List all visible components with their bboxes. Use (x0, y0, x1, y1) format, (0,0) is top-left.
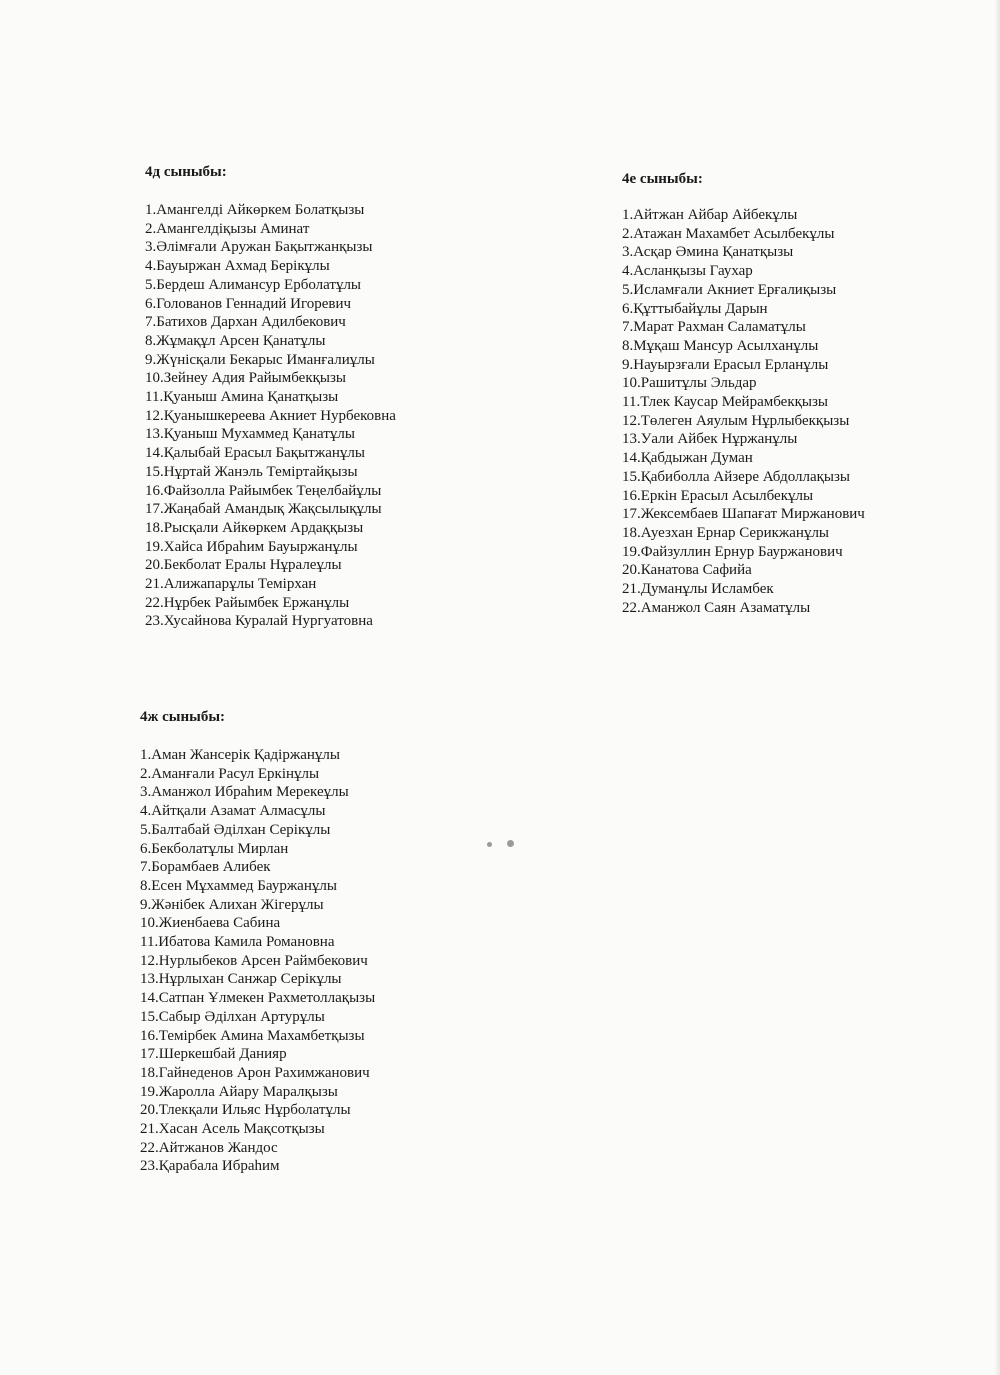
student-row (145, 463, 396, 482)
student-row (140, 1139, 375, 1158)
student-number: 18. (622, 524, 641, 541)
student-row (145, 500, 396, 519)
student-row (145, 482, 396, 501)
student-row (145, 257, 396, 276)
student-number: 11. (622, 394, 641, 411)
student-name: Жаңабай Амандық Жақсылықұлы (163, 501, 382, 518)
student-row (140, 858, 375, 877)
student-name: Жаролла Айару Маралқызы (158, 1083, 338, 1100)
student-name: Ауезхан Ернар Серикжанұлы (640, 524, 830, 541)
student-name: Айтжан Айбар Айбекұлы (633, 207, 798, 223)
student-row (140, 783, 375, 802)
student-name: Айтжанов Жандос (158, 1139, 278, 1156)
student-row (140, 1120, 375, 1139)
student-name: Жұмақұл Арсен Қанатұлы (156, 332, 326, 349)
student-number: 10. (145, 370, 164, 387)
student-row (140, 877, 375, 896)
student-name: Нұрбек Райымбек Ержанұлы (163, 594, 350, 611)
student-row (622, 561, 865, 580)
student-row (140, 1083, 375, 1102)
student-row (140, 802, 375, 821)
student-row (145, 351, 396, 370)
student-name: Тлек Каусар Мейрамбекқызы (640, 394, 828, 411)
student-name: Жәнібек Алихан Жігерұлы (151, 896, 324, 913)
student-name: Алижапарұлы Темірхан (163, 576, 317, 593)
student-number: 18. (145, 519, 164, 536)
student-name: Бауыржан Ахмад Берікұлы (156, 258, 330, 275)
student-number: 22. (140, 1139, 159, 1156)
student-number: 11. (140, 934, 159, 951)
class-title: 4е сыныбы: (622, 171, 703, 187)
student-name: Әлімғали Аружан Бақытжанқызы (156, 239, 373, 256)
student-row (145, 238, 396, 257)
student-name: Гайнеденов Арон Рахимжанович (158, 1064, 370, 1081)
student-row (145, 220, 396, 239)
student-row (622, 281, 865, 300)
student-name: Файзуллин Ернур Бауржанович (640, 543, 843, 560)
student-name: Марат Рахман Саламатұлы (633, 319, 806, 336)
student-row (622, 580, 865, 599)
student-name: Қарабала Ибраһим (158, 1158, 280, 1175)
student-row (140, 933, 375, 952)
student-row (140, 765, 375, 784)
student-number: 13. (140, 971, 159, 988)
student-number: 17. (140, 1046, 159, 1063)
student-name: Амангелдіқызы Аминат (156, 220, 310, 237)
student-name: Жүнісқали Бекарыс Иманғалиұлы (156, 351, 375, 368)
student-number: 18. (140, 1064, 159, 1081)
student-name: Аманжол Ибраһим Мерекеұлы (151, 784, 349, 801)
student-row (140, 840, 375, 859)
student-number: 2. (622, 225, 634, 242)
student-number: 4. (140, 803, 152, 820)
student-number: 12. (622, 412, 641, 429)
student-row (145, 425, 396, 444)
student-row (622, 243, 865, 262)
student-number: 22. (145, 594, 164, 611)
student-row (140, 970, 375, 989)
student-number: 20. (140, 1102, 159, 1119)
student-row (622, 543, 865, 562)
student-row (622, 337, 865, 356)
student-row (622, 206, 865, 225)
student-row (140, 989, 375, 1008)
student-number: 1. (145, 202, 157, 218)
class-list-4d (145, 163, 396, 631)
student-list (622, 206, 865, 617)
student-name: Канатова Сафийа (640, 562, 752, 579)
student-number: 2. (145, 220, 157, 237)
student-row (622, 262, 865, 281)
student-number: 17. (622, 506, 641, 523)
student-row (622, 430, 865, 449)
student-number: 20. (622, 562, 641, 579)
student-number: 21. (145, 576, 164, 593)
student-name: Асқар Әмина Қанатқызы (633, 244, 794, 261)
student-number: 23. (145, 613, 164, 630)
student-name: Темірбек Амина Махамбетқызы (158, 1027, 365, 1044)
student-name: Нурлыбеков Арсен Раймбекович (158, 952, 368, 969)
student-number: 15. (622, 468, 641, 485)
student-name: Файзолла Райымбек Теңелбайұлы (163, 482, 382, 499)
student-name: Нұртай Жанэль Темiртайқызы (163, 463, 358, 480)
student-row (140, 1008, 375, 1027)
student-row (622, 393, 865, 412)
student-number: 14. (140, 990, 159, 1007)
student-number: 16. (622, 487, 641, 504)
student-name: Бекболатұлы Мирлан (151, 840, 289, 857)
student-name: Голованов Геннадий Игоревич (156, 295, 352, 312)
student-name: Аман Жансерік Қадiржанұлы (151, 747, 340, 763)
student-name: Қабдыжан Думан (640, 450, 753, 467)
student-name: Нұрлыхан Санжар Серікұлы (158, 971, 342, 988)
student-name: Рысқали Айкөркем Ардаққызы (163, 519, 364, 536)
student-number: 21. (140, 1121, 159, 1138)
student-name: Еркін Ерасыл Асылбекұлы (640, 487, 814, 504)
student-name: Амангелді Айкөркем Болатқызы (156, 202, 365, 218)
student-name: Шеркешбай Данияр (158, 1046, 287, 1063)
student-name: Бердеш Алимансур Ерболатұлы (156, 276, 362, 293)
student-name: Тлекқали Ильяс Нұрболатұлы (158, 1102, 351, 1119)
student-number: 12. (140, 952, 159, 969)
student-name: Төлеген Аяулым Нұрлыбекқызы (640, 412, 850, 429)
student-number: 6. (140, 840, 152, 857)
student-row (145, 313, 396, 332)
student-name: Жиенбаева Сабина (158, 915, 281, 932)
student-name: Айтқали Азамат Алмасұлы (151, 803, 326, 820)
student-number: 20. (145, 557, 164, 574)
student-number: 15. (145, 463, 164, 480)
student-row (140, 914, 375, 933)
student-number: 3. (145, 239, 157, 256)
student-row (145, 575, 396, 594)
student-name: Атажан Махамбет Асылбекұлы (633, 225, 835, 242)
student-name: Сатпан Ұлмекен Рахметоллақызы (158, 990, 376, 1007)
student-number: 16. (145, 482, 164, 499)
student-number: 1. (140, 747, 152, 763)
student-row (622, 356, 865, 375)
student-row (145, 538, 396, 557)
student-row (622, 374, 865, 393)
student-name: Қабиболла Айзере Абдоллақызы (640, 468, 850, 485)
student-row (622, 318, 865, 337)
student-row (140, 1064, 375, 1083)
student-row (622, 487, 865, 506)
student-number: 11. (145, 389, 164, 406)
student-row (145, 594, 396, 613)
student-row (145, 369, 396, 388)
student-row (145, 612, 396, 631)
student-row (145, 444, 396, 463)
student-row (622, 412, 865, 431)
student-name: Сабыр Әділхан Артурұлы (158, 1008, 325, 1025)
class-list-4zh (140, 708, 375, 1176)
student-row (140, 1101, 375, 1120)
student-number: 6. (622, 300, 634, 317)
student-name: Хасан Асель Мақсотқызы (158, 1121, 325, 1138)
student-number: 4. (145, 258, 157, 275)
student-name: Думанұлы Исламбек (640, 581, 774, 598)
student-number: 9. (140, 896, 152, 913)
student-number: 2. (140, 765, 152, 782)
student-name: Бекболат Ералы Нұралеұлы (163, 557, 342, 574)
student-list (145, 201, 396, 631)
student-name: Уали Айбек Нұржанұлы (640, 431, 798, 448)
class-title: 4ж сыныбы: (140, 709, 226, 725)
student-name: Қалыбай Ерасыл Бақытжанұлы (163, 445, 365, 462)
student-number: 10. (140, 915, 159, 932)
student-name: Мұқаш Мансур Асылханұлы (633, 337, 819, 354)
student-number: 17. (145, 501, 164, 518)
student-number: 19. (140, 1083, 159, 1100)
student-number: 8. (140, 877, 152, 894)
student-name: Исламғали Акниет Ерғалиқызы (633, 281, 837, 298)
student-number: 1. (622, 207, 634, 223)
student-row (622, 449, 865, 468)
student-row (145, 407, 396, 426)
student-row (145, 332, 396, 351)
student-row (140, 1045, 375, 1064)
student-name: Батихов Дархан Адилбекович (156, 314, 346, 331)
student-name: Борамбаев Алибек (151, 859, 271, 876)
student-name: Есен Мұхаммед Бауржанұлы (151, 877, 337, 894)
student-number: 3. (622, 244, 634, 261)
student-row (622, 599, 865, 618)
student-name: Құттыбайұлы Дарын (633, 300, 768, 317)
student-row (622, 225, 865, 244)
student-number: 3. (140, 784, 152, 801)
student-number: 13. (145, 426, 164, 443)
student-row (140, 1027, 375, 1046)
student-row (140, 896, 375, 915)
student-row (140, 746, 375, 765)
student-name: Зейнеу Адия Райымбекқызы (163, 370, 346, 387)
student-number: 21. (622, 581, 641, 598)
student-number: 6. (145, 295, 157, 312)
student-number: 10. (622, 375, 641, 392)
student-number: 7. (140, 859, 152, 876)
student-row (140, 821, 375, 840)
student-number: 16. (140, 1027, 159, 1044)
student-name: Рашитұлы Эльдар (640, 375, 757, 392)
scan-speck (507, 840, 514, 847)
student-number: 9. (145, 351, 157, 368)
scan-speck (487, 842, 492, 847)
student-row (622, 468, 865, 487)
student-number: 7. (145, 314, 157, 331)
student-number: 5. (140, 821, 152, 838)
student-name: Асланқызы Гаухар (633, 263, 753, 280)
student-name: Балтабай Әділхан Серікұлы (151, 821, 331, 838)
student-number: 13. (622, 431, 641, 448)
class-list-4e (622, 170, 865, 617)
student-number: 12. (145, 407, 164, 424)
student-name: Аманғали Расул Еркінұлы (151, 765, 320, 782)
student-name: Қуанышкереева Акниет Нурбековна (163, 407, 396, 424)
student-number: 5. (145, 276, 157, 293)
student-number: 9. (622, 356, 634, 373)
student-name: Хусайнова Куралай Нургуатовна (163, 613, 373, 630)
student-name: Ибатова Камила Романовна (158, 934, 335, 951)
student-name: Қуаныш Мухаммед Қанатұлы (163, 426, 355, 443)
student-number: 14. (622, 450, 641, 467)
student-number: 15. (140, 1008, 159, 1025)
student-number: 7. (622, 319, 634, 336)
student-number: 8. (622, 337, 634, 354)
student-number: 22. (622, 599, 641, 616)
student-name: Хайса Ибраһим Бауыржанұлы (163, 538, 358, 555)
student-number: 19. (622, 543, 641, 560)
student-row (622, 505, 865, 524)
page-edge-shadow (994, 0, 1000, 1375)
student-row (140, 952, 375, 971)
student-row (140, 1157, 375, 1176)
student-number: 8. (145, 332, 157, 349)
student-name: Науырзғали Ерасыл Ерланұлы (633, 356, 829, 373)
student-row (145, 201, 396, 220)
student-number: 23. (140, 1158, 159, 1175)
student-list (140, 746, 375, 1176)
student-number: 19. (145, 538, 164, 555)
student-row (145, 276, 396, 295)
student-row (145, 519, 396, 538)
student-name: Жексембаев Шапағат Миржанович (640, 506, 865, 523)
student-row (145, 388, 396, 407)
student-row (145, 295, 396, 314)
student-number: 14. (145, 445, 164, 462)
student-number: 5. (622, 281, 634, 298)
student-number: 4. (622, 263, 634, 280)
student-row (622, 300, 865, 319)
student-row (145, 556, 396, 575)
student-name: Аманжол Саян Азаматұлы (640, 599, 811, 616)
class-title: 4д сыныбы: (145, 164, 227, 180)
student-name: Қуаныш Амина Қанатқызы (163, 389, 339, 406)
student-row (622, 524, 865, 543)
